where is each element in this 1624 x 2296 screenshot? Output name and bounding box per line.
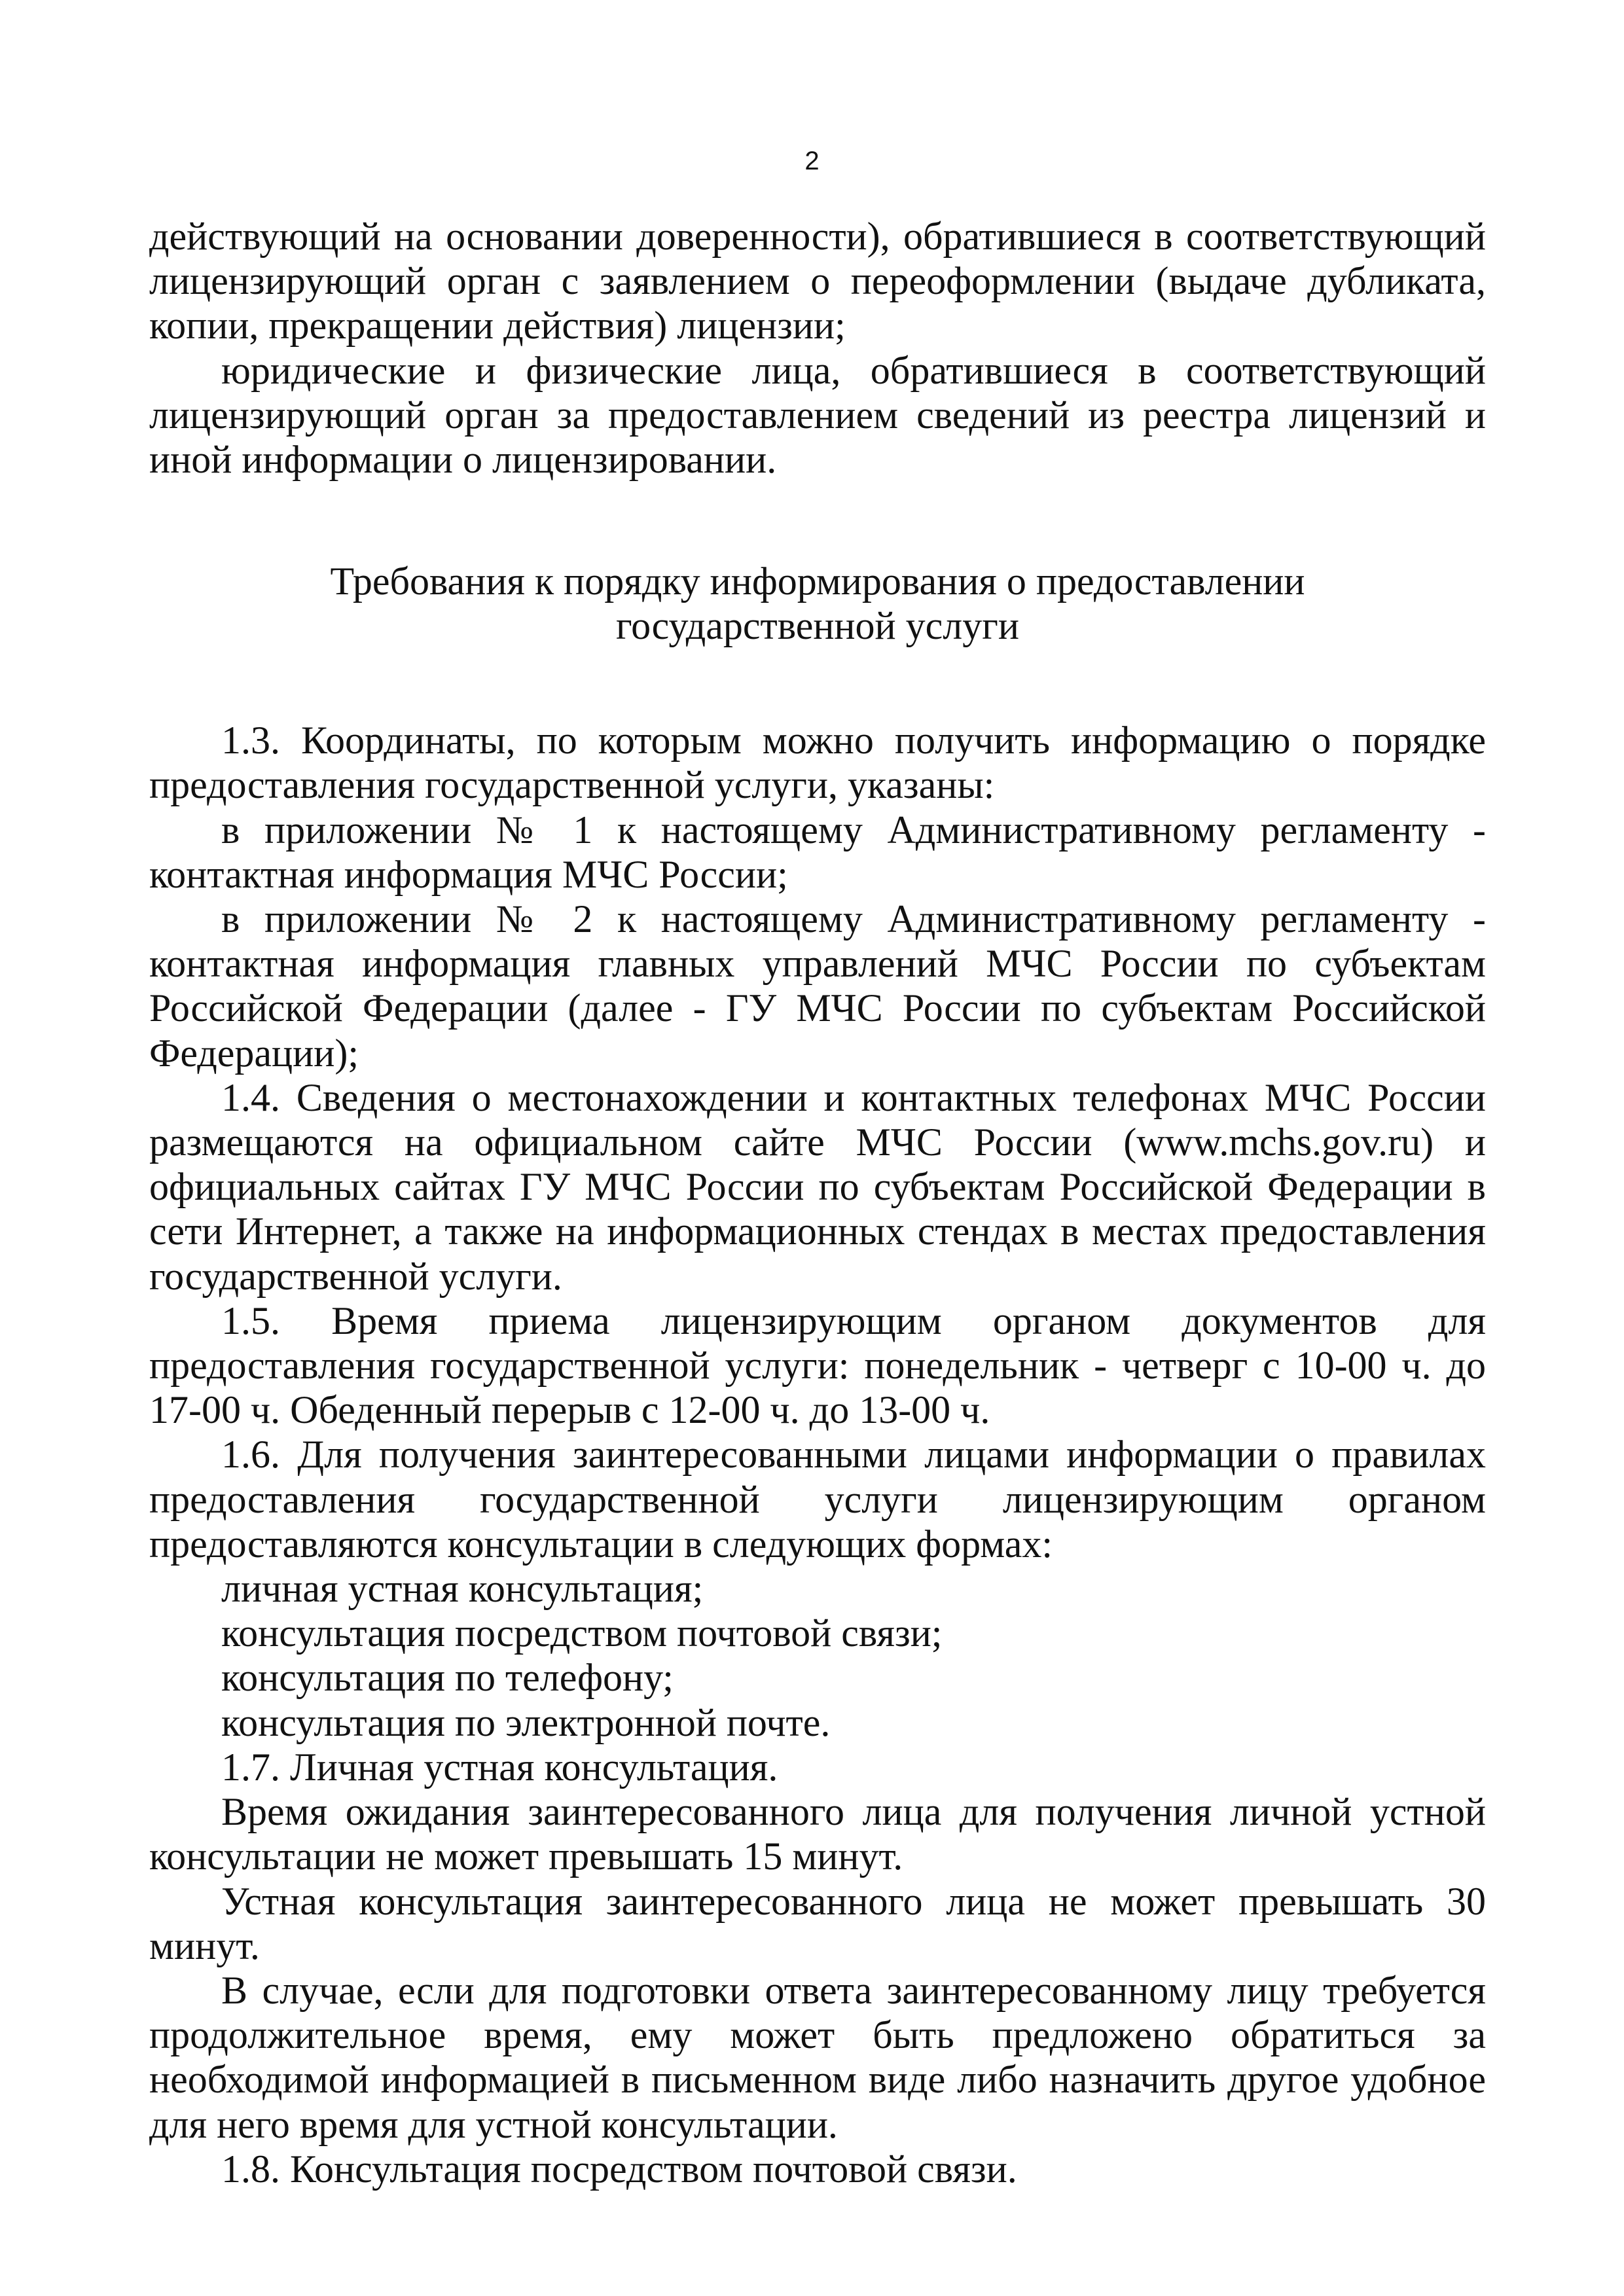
paragraph-1-4: 1.4. Сведения о местонахождении и контактных телефонах МЧС России размещаются на официальном сайте МЧС России (www.mchs.gov.ru) и официальных сайтах ГУ МЧС России по субъектам Российской Федерации в сети Интернет, а также на информационных стендах в местах предоставления государственной услуги. [149,1075,1486,1298]
list-item-postal-consultation: консультация посредством почтовой связи; [221,1611,943,1655]
paragraph-continuation: действующий на основании доверенности), обратившиеся в соответствующий лицензирующий орган с заявлением о переоформлении (выдаче дубликата, копии, прекращении действия) лицензии; [149,215,1486,348]
paragraph-consultation-duration: Устная консультация заинтересованного лица не может превышать 30 минут. [149,1879,1486,1967]
paragraph-1-3: 1.3. Координаты, по которым можно получить информацию о порядке предоставления государственной услуги, указаны: [149,719,1486,807]
paragraph-legal-entities: юридические и физические лица, обратившиеся в соответствующий лицензирующий орган за предоставлением сведений из реестра лицензий и иной информации о лицензировании. [149,348,1486,482]
paragraph-1-7: 1.7. Личная устная консультация. [221,1745,778,1789]
paragraph-waiting-time: Время ожидания заинтересованного лица для получения личной устной консультации не может превышать 15 минут. [149,1790,1486,1878]
list-item-email-consultation: консультация по электронной почте. [221,1700,831,1744]
paragraph-1-6: 1.6. Для получения заинтересованными лицами информации о правилах предоставления государственной услуги лицензирующим органом предоставляются консультации в следующих формах: [149,1433,1486,1566]
section-heading-line-2: государственной услуги [616,604,1019,648]
list-item-personal-consultation: личная устная консультация; [221,1567,704,1611]
section-heading [149,559,1486,648]
document-body [149,214,1486,2191]
paragraph-appendix-2: в приложении № 2 к настоящему Административному регламенту - контактная информация главных управлений МЧС России по субъектам Российской Федерации (далее - ГУ МЧС России по субъектам Российской Федерации); [149,897,1486,1075]
paragraph-appendix-1: в приложении № 1 к настоящему Административному регламенту - контактная информация МЧС России; [149,808,1486,896]
section-heading-line-1: Требования к порядку информирования о предоставлении [330,560,1305,603]
paragraph-1-8: 1.8. Консультация посредством почтовой связи. [221,2147,1017,2191]
paragraph-1-5: 1.5. Время приема лицензирующим органом документов для предоставления государственной услуги: понедельник - четверг с 10-00 ч. до 17-00 ч. Обеденный перерыв с 12-00 ч. до 13-00 ч. [149,1299,1486,1432]
paragraph-long-answer: В случае, если для подготовки ответа заинтересованному лицу требуется продолжительное время, ему может быть предложено обратиться за необходимой информацией в письменном виде либо назначить другое удобное для него время для устной консультации. [149,1968,1486,2146]
list-item-phone-consultation: консультация по телефону; [221,1656,674,1700]
page-number: 2 [804,147,820,175]
